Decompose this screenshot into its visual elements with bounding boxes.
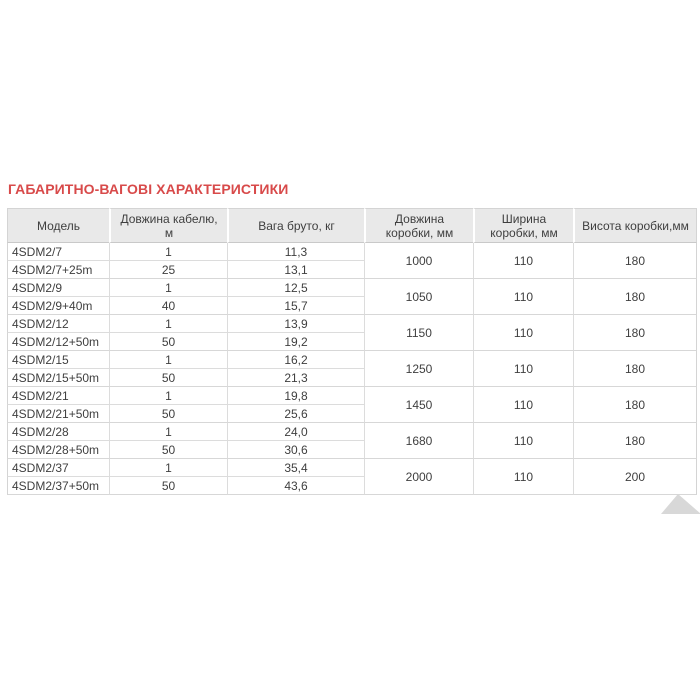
col-header-model: Модель bbox=[7, 208, 109, 243]
gross-weight-cell: 30,6 bbox=[227, 441, 364, 459]
box-length-cell: 1150 bbox=[364, 315, 473, 351]
model-cell: 4SDM2/28 bbox=[7, 423, 109, 441]
box-length-cell: 1450 bbox=[364, 387, 473, 423]
cable-length-cell: 40 bbox=[109, 297, 227, 315]
cable-length-cell: 1 bbox=[109, 459, 227, 477]
box-length-cell: 1050 bbox=[364, 279, 473, 315]
cable-length-cell: 50 bbox=[109, 441, 227, 459]
gross-weight-cell: 13,1 bbox=[227, 261, 364, 279]
section-title: ГАБАРИТНО-ВАГОВІ ХАРАКТЕРИСТИКИ bbox=[8, 181, 289, 197]
cable-length-cell: 25 bbox=[109, 261, 227, 279]
box-length-cell: 1680 bbox=[364, 423, 473, 459]
model-cell: 4SDM2/15 bbox=[7, 351, 109, 369]
cable-length-cell: 1 bbox=[109, 243, 227, 261]
box-width-cell: 110 bbox=[473, 315, 573, 351]
gross-weight-cell: 24,0 bbox=[227, 423, 364, 441]
gross-weight-cell: 21,3 bbox=[227, 369, 364, 387]
model-cell: 4SDM2/7+25m bbox=[7, 261, 109, 279]
gross-weight-cell: 19,2 bbox=[227, 333, 364, 351]
box-height-cell: 180 bbox=[573, 423, 697, 459]
box-width-cell: 110 bbox=[473, 351, 573, 387]
table-row bbox=[7, 279, 697, 297]
model-cell: 4SDM2/37+50m bbox=[7, 477, 109, 495]
dimensions-weight-table bbox=[7, 208, 697, 495]
gross-weight-cell: 43,6 bbox=[227, 477, 364, 495]
box-width-cell: 110 bbox=[473, 459, 573, 495]
model-cell: 4SDM2/9+40m bbox=[7, 297, 109, 315]
box-height-cell: 180 bbox=[573, 279, 697, 315]
gross-weight-cell: 15,7 bbox=[227, 297, 364, 315]
model-cell: 4SDM2/28+50m bbox=[7, 441, 109, 459]
table-row bbox=[7, 243, 697, 261]
table-row bbox=[7, 423, 697, 441]
model-cell: 4SDM2/12+50m bbox=[7, 333, 109, 351]
box-length-cell: 1000 bbox=[364, 243, 473, 279]
box-width-cell: 110 bbox=[473, 243, 573, 279]
box-height-cell: 180 bbox=[573, 243, 697, 279]
model-cell: 4SDM2/37 bbox=[7, 459, 109, 477]
cable-length-cell: 1 bbox=[109, 315, 227, 333]
cable-length-cell: 50 bbox=[109, 477, 227, 495]
table-row bbox=[7, 459, 697, 477]
cable-length-cell: 1 bbox=[109, 387, 227, 405]
box-width-cell: 110 bbox=[473, 279, 573, 315]
model-cell: 4SDM2/21 bbox=[7, 387, 109, 405]
model-cell: 4SDM2/15+50m bbox=[7, 369, 109, 387]
table-row bbox=[7, 315, 697, 333]
model-cell: 4SDM2/12 bbox=[7, 315, 109, 333]
cable-length-cell: 50 bbox=[109, 333, 227, 351]
cable-length-cell: 1 bbox=[109, 279, 227, 297]
cable-length-cell: 50 bbox=[109, 369, 227, 387]
gross-weight-cell: 25,6 bbox=[227, 405, 364, 423]
col-header-box-width: Ширина коробки, мм bbox=[473, 208, 573, 243]
box-width-cell: 110 bbox=[473, 387, 573, 423]
box-length-cell: 1250 bbox=[364, 351, 473, 387]
col-header-cable-length: Довжина кабелю, м bbox=[109, 208, 227, 243]
box-height-cell: 180 bbox=[573, 387, 697, 423]
gross-weight-cell: 11,3 bbox=[227, 243, 364, 261]
box-length-cell: 2000 bbox=[364, 459, 473, 495]
gross-weight-cell: 35,4 bbox=[227, 459, 364, 477]
table-header-row bbox=[7, 208, 697, 243]
corner-fold-triangle bbox=[661, 494, 700, 514]
col-header-box-length: Довжина коробки, мм bbox=[364, 208, 473, 243]
table-row bbox=[7, 351, 697, 369]
box-width-cell: 110 bbox=[473, 423, 573, 459]
col-header-box-height: Висота коробки,мм bbox=[573, 208, 697, 243]
model-cell: 4SDM2/21+50m bbox=[7, 405, 109, 423]
model-cell: 4SDM2/9 bbox=[7, 279, 109, 297]
cable-length-cell: 1 bbox=[109, 423, 227, 441]
gross-weight-cell: 16,2 bbox=[227, 351, 364, 369]
cable-length-cell: 1 bbox=[109, 351, 227, 369]
gross-weight-cell: 19,8 bbox=[227, 387, 364, 405]
box-height-cell: 180 bbox=[573, 315, 697, 351]
col-header-gross-weight: Вага бруто, кг bbox=[227, 208, 364, 243]
box-height-cell: 180 bbox=[573, 351, 697, 387]
cable-length-cell: 50 bbox=[109, 405, 227, 423]
table-row bbox=[7, 387, 697, 405]
model-cell: 4SDM2/7 bbox=[7, 243, 109, 261]
gross-weight-cell: 12,5 bbox=[227, 279, 364, 297]
box-height-cell: 200 bbox=[573, 459, 697, 495]
gross-weight-cell: 13,9 bbox=[227, 315, 364, 333]
